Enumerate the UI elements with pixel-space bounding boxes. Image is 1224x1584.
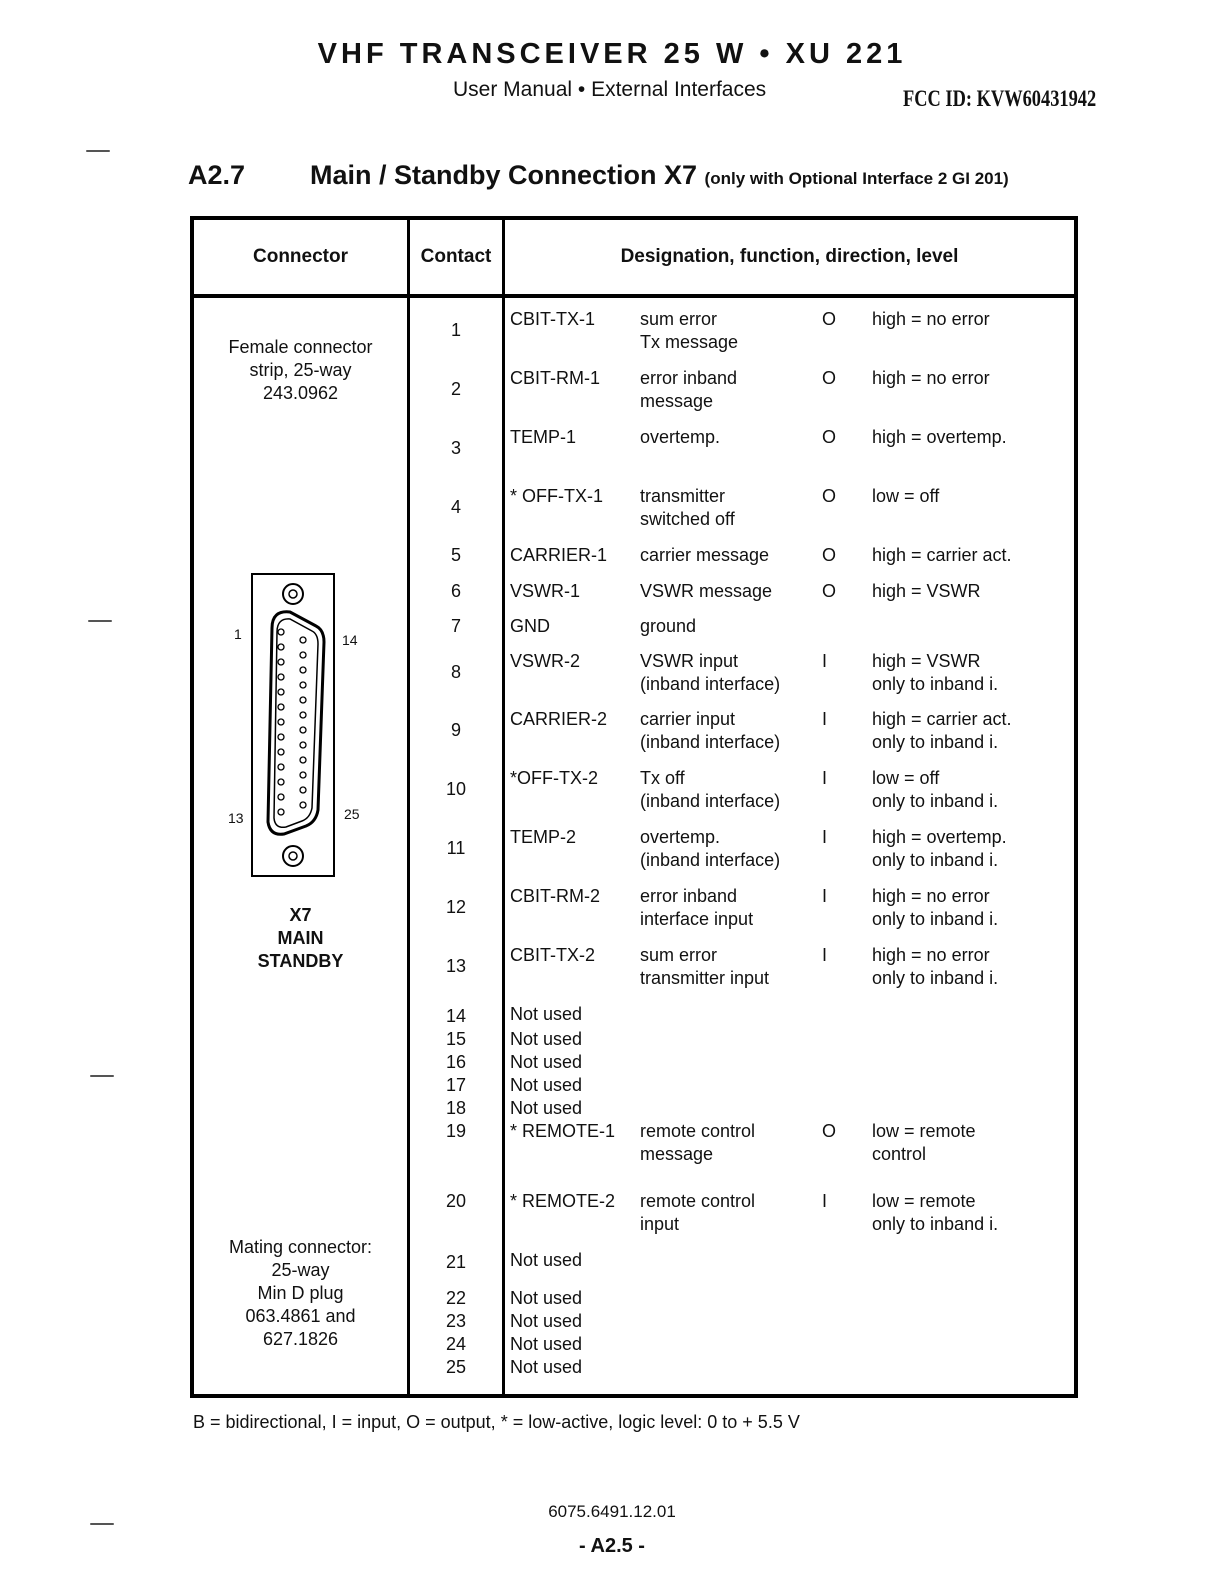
signal-name: VSWR-2	[510, 651, 581, 671]
signal-name: CBIT-TX-1	[510, 309, 596, 329]
function-line: remote control	[640, 1121, 756, 1141]
contact-row	[410, 1287, 1074, 1310]
level-text	[872, 426, 1074, 472]
function-line: input	[640, 1214, 680, 1234]
margin-mark	[86, 150, 110, 152]
level-text	[872, 708, 1074, 754]
connector-description	[194, 336, 407, 405]
connector-name	[194, 904, 407, 973]
signal-name: TEMP-2	[510, 827, 577, 847]
level-text	[872, 885, 1074, 931]
level-text	[872, 1190, 1074, 1236]
column-divider	[502, 298, 505, 1394]
contact-number: 18	[445, 1098, 467, 1118]
pin-label-25: 25	[344, 806, 360, 822]
function-line: switched off	[640, 509, 735, 529]
contact-row	[410, 485, 1074, 531]
signal-name: Not used	[510, 1075, 583, 1095]
signal-name: CBIT-TX-2	[510, 945, 596, 965]
function-line: remote control	[640, 1191, 756, 1211]
contact-row	[410, 650, 1074, 696]
contact-row	[410, 580, 1074, 603]
level-line: low = off	[872, 768, 940, 788]
direction	[818, 1333, 872, 1356]
signal-name: Not used	[510, 1288, 583, 1308]
level-text	[872, 1287, 1074, 1310]
level-text	[872, 1003, 1074, 1028]
level-line: high = VSWR	[872, 651, 981, 671]
contact-row	[410, 1356, 1074, 1379]
function-line: overtemp.	[640, 827, 721, 847]
margin-mark	[90, 1075, 114, 1077]
contact-row	[410, 1051, 1074, 1074]
direction	[818, 1051, 872, 1074]
function-line: (inband interface)	[640, 850, 781, 870]
function-text	[640, 650, 818, 696]
contact-row	[410, 944, 1074, 990]
level-text	[872, 1249, 1074, 1274]
pin-label-1: 1	[234, 626, 242, 642]
level-text	[872, 650, 1074, 696]
direction: I	[822, 651, 828, 671]
level-line: high = VSWR	[872, 581, 981, 601]
direction	[818, 1074, 872, 1097]
level-line: only to inband i.	[872, 732, 999, 752]
function-text	[640, 1249, 818, 1274]
section-number: A2.7	[188, 160, 246, 190]
direction	[818, 1356, 872, 1379]
signal-name: CARRIER-1	[510, 545, 608, 565]
function-text	[640, 1120, 818, 1166]
direction: I	[822, 768, 828, 788]
function-text	[640, 1333, 818, 1356]
direction: I	[822, 945, 828, 965]
connector-name-line: STANDBY	[257, 951, 344, 971]
contact-number: 17	[445, 1075, 467, 1095]
function-line: message	[640, 1144, 714, 1164]
connector-name-line: X7	[289, 905, 312, 925]
signal-name: Not used	[510, 1357, 583, 1377]
direction: I	[822, 886, 828, 906]
function-line: overtemp.	[640, 427, 721, 447]
level-line: only to inband i.	[872, 850, 999, 870]
function-line: message	[640, 391, 714, 411]
level-text	[872, 544, 1074, 567]
contact-number: 9	[450, 720, 461, 740]
signal-name: Not used	[510, 1311, 583, 1331]
contact-row	[410, 708, 1074, 754]
level-line: high = carrier act.	[872, 545, 1012, 565]
function-text	[640, 1356, 818, 1379]
level-text	[872, 826, 1074, 872]
function-text	[640, 885, 818, 931]
direction	[818, 1097, 872, 1120]
contact-row	[410, 1003, 1074, 1028]
document-subtitle: User Manual • External Interfaces	[453, 78, 767, 101]
level-line: only to inband i.	[872, 909, 999, 929]
connector-desc-line: 243.0962	[262, 383, 339, 403]
contact-row	[410, 1097, 1074, 1120]
doc-number: 6075.6491.12.01	[548, 1502, 676, 1521]
function-text	[640, 1190, 818, 1236]
direction: O	[822, 309, 837, 329]
function-text	[640, 485, 818, 531]
function-line: Tx message	[640, 332, 739, 352]
contact-number: 6	[450, 581, 461, 601]
level-line: only to inband i.	[872, 1214, 999, 1234]
level-text	[872, 367, 1074, 413]
contact-number: 10	[445, 779, 467, 799]
signal-name: * OFF-TX-1	[510, 486, 603, 506]
function-line: carrier message	[640, 545, 770, 565]
connection-table	[190, 216, 1078, 1398]
direction: I	[822, 709, 828, 729]
contact-row	[410, 615, 1074, 638]
contact-row	[410, 367, 1074, 413]
mating-line: 627.1826	[262, 1329, 339, 1349]
mating-line: Min D plug	[257, 1283, 344, 1303]
function-line: (inband interface)	[640, 674, 781, 694]
signal-name: *OFF-TX-2	[510, 768, 598, 788]
header-connector: Connector	[192, 218, 409, 296]
level-text	[872, 1074, 1074, 1097]
fcc-id: FCC ID: KVW60431942	[903, 86, 1097, 111]
contact-number: 1	[450, 320, 461, 340]
contact-number: 21	[445, 1252, 467, 1272]
level-line: high = overtemp.	[872, 827, 1007, 847]
contact-row	[410, 1310, 1074, 1333]
level-line: high = overtemp.	[872, 427, 1007, 447]
signal-name: Not used	[510, 1004, 583, 1024]
contact-row	[410, 1120, 1074, 1166]
function-text	[640, 1028, 818, 1051]
level-text	[872, 1120, 1074, 1166]
table-body-row	[192, 296, 1076, 1396]
level-line: low = remote	[872, 1191, 976, 1211]
contact-number: 15	[445, 1029, 467, 1049]
signal-name: TEMP-1	[510, 427, 577, 447]
contact-number: 19	[445, 1121, 467, 1141]
function-text	[640, 580, 818, 603]
function-text	[640, 367, 818, 413]
function-text	[640, 1287, 818, 1310]
level-line: high = carrier act.	[872, 709, 1012, 729]
direction: O	[822, 427, 837, 447]
contact-number: 3	[450, 438, 461, 458]
signal-name: CARRIER-2	[510, 709, 608, 729]
contact-number: 16	[445, 1052, 467, 1072]
pin-label-13: 13	[228, 810, 244, 826]
signal-name: Not used	[510, 1029, 583, 1049]
function-text	[640, 1051, 818, 1074]
signal-name: GND	[510, 616, 550, 636]
section-note: (only with Optional Interface 2 GI 201)	[704, 169, 1009, 188]
contact-row	[410, 1028, 1074, 1051]
mating-line: 063.4861 and	[245, 1306, 356, 1326]
direction	[818, 1249, 872, 1274]
document-title: VHF TRANSCEIVER 25 W • XU 221	[317, 38, 907, 70]
function-line: carrier input	[640, 709, 736, 729]
contact-row	[410, 1190, 1074, 1236]
contact-row	[410, 308, 1074, 354]
contact-number: 7	[450, 616, 461, 636]
signal-name: VSWR-1	[510, 581, 581, 601]
function-line: VSWR input	[640, 651, 739, 671]
level-text	[872, 308, 1074, 354]
level-text	[872, 1051, 1074, 1074]
contact-row	[410, 885, 1074, 931]
contact-row	[410, 1249, 1074, 1274]
contact-row	[410, 826, 1074, 872]
signal-name: Not used	[510, 1052, 583, 1072]
level-line: only to inband i.	[872, 968, 999, 988]
function-text	[640, 615, 818, 638]
function-text	[640, 826, 818, 872]
signal-name: Not used	[510, 1334, 583, 1354]
d-sub-connector-icon	[250, 572, 336, 878]
contact-number: 8	[450, 662, 461, 682]
function-line: VSWR message	[640, 581, 773, 601]
contact-number: 2	[450, 379, 461, 399]
signal-name: Not used	[510, 1250, 583, 1270]
function-line: transmitter input	[640, 968, 770, 988]
function-line: transmitter	[640, 486, 726, 506]
page-number: - A2.5 -	[579, 1535, 645, 1557]
direction: O	[822, 581, 837, 601]
contact-number: 23	[445, 1311, 467, 1331]
level-text	[872, 1310, 1074, 1333]
contact-number: 5	[450, 545, 461, 565]
connector-name-line: MAIN	[277, 928, 324, 948]
contact-list	[410, 298, 1074, 1379]
contact-row	[410, 767, 1074, 813]
level-line: control	[872, 1144, 927, 1164]
function-line: Tx off	[640, 768, 685, 788]
margin-mark	[88, 620, 112, 622]
header-contact: Contact	[409, 218, 504, 296]
level-line: high = no error	[872, 368, 990, 388]
direction	[818, 1003, 872, 1028]
contact-number: 20	[445, 1191, 467, 1211]
signal-name: CBIT-RM-2	[510, 886, 600, 906]
function-text	[640, 426, 818, 472]
contact-number: 4	[450, 497, 461, 517]
connector-desc-line: strip, 25-way	[249, 360, 352, 380]
contact-row	[410, 1074, 1074, 1097]
direction: O	[822, 486, 837, 506]
contact-row	[410, 1333, 1074, 1356]
level-text	[872, 1356, 1074, 1379]
contact-and-designation-cell	[409, 296, 1077, 1396]
signal-name: Not used	[510, 1098, 583, 1118]
function-text	[640, 1310, 818, 1333]
header-designation: Designation, function, direction, level	[504, 218, 1077, 296]
pin-label-14: 14	[342, 632, 358, 648]
function-line: error inband	[640, 368, 738, 388]
mating-connector	[194, 1236, 407, 1351]
function-text	[640, 544, 818, 567]
level-text	[872, 1097, 1074, 1120]
contact-row	[410, 426, 1074, 472]
level-text	[872, 767, 1074, 813]
connector-cell	[192, 296, 409, 1396]
margin-mark	[90, 1523, 114, 1525]
level-text	[872, 1333, 1074, 1356]
direction	[818, 1310, 872, 1333]
function-text	[640, 1097, 818, 1120]
level-line: only to inband i.	[872, 791, 999, 811]
direction: I	[822, 827, 828, 847]
level-text	[872, 615, 1074, 638]
function-text	[640, 767, 818, 813]
contact-number: 22	[445, 1288, 467, 1308]
level-line: high = no error	[872, 945, 990, 965]
function-line: (inband interface)	[640, 732, 781, 752]
function-line: interface input	[640, 909, 754, 929]
contact-number: 13	[445, 956, 467, 976]
section-title-text: Main / Standby Connection X7	[310, 160, 698, 190]
function-text	[640, 1074, 818, 1097]
contact-number: 14	[445, 1006, 467, 1026]
contact-number: 11	[446, 838, 466, 858]
level-line: low = off	[872, 486, 940, 506]
function-line: sum error	[640, 309, 718, 329]
level-line: high = no error	[872, 886, 990, 906]
direction: I	[822, 1191, 828, 1211]
function-text	[640, 944, 818, 990]
level-line: high = no error	[872, 309, 990, 329]
contact-number: 24	[445, 1334, 467, 1354]
direction	[818, 615, 872, 638]
function-line: error inband	[640, 886, 738, 906]
contact-number: 12	[445, 897, 467, 917]
function-text	[640, 308, 818, 354]
signal-name: * REMOTE-1	[510, 1121, 616, 1141]
connector-desc-line: Female connector	[228, 337, 373, 357]
direction: O	[822, 1121, 837, 1141]
mating-line: Mating connector:	[228, 1237, 373, 1257]
contact-row	[410, 544, 1074, 567]
function-line: ground	[640, 616, 697, 636]
direction	[818, 1287, 872, 1310]
direction: O	[822, 545, 837, 565]
mating-line: 25-way	[271, 1260, 330, 1280]
direction	[818, 1028, 872, 1051]
level-text	[872, 580, 1074, 603]
function-text	[640, 1003, 818, 1028]
direction: O	[822, 368, 837, 388]
legend: B = bidirectional, I = input, O = output, * = low-active, logic level: 0 to + 5.5 V	[193, 1412, 800, 1432]
signal-name: * REMOTE-2	[510, 1191, 616, 1211]
function-line: (inband interface)	[640, 791, 781, 811]
contact-number: 25	[445, 1357, 467, 1377]
level-text	[872, 485, 1074, 531]
level-line: only to inband i.	[872, 674, 999, 694]
level-text	[872, 944, 1074, 990]
level-text	[872, 1028, 1074, 1051]
signal-name: CBIT-RM-1	[510, 368, 600, 388]
table-header-row	[192, 218, 1076, 296]
section-title	[310, 160, 1009, 191]
level-line: low = remote	[872, 1121, 976, 1141]
function-text	[640, 708, 818, 754]
function-line: sum error	[640, 945, 718, 965]
